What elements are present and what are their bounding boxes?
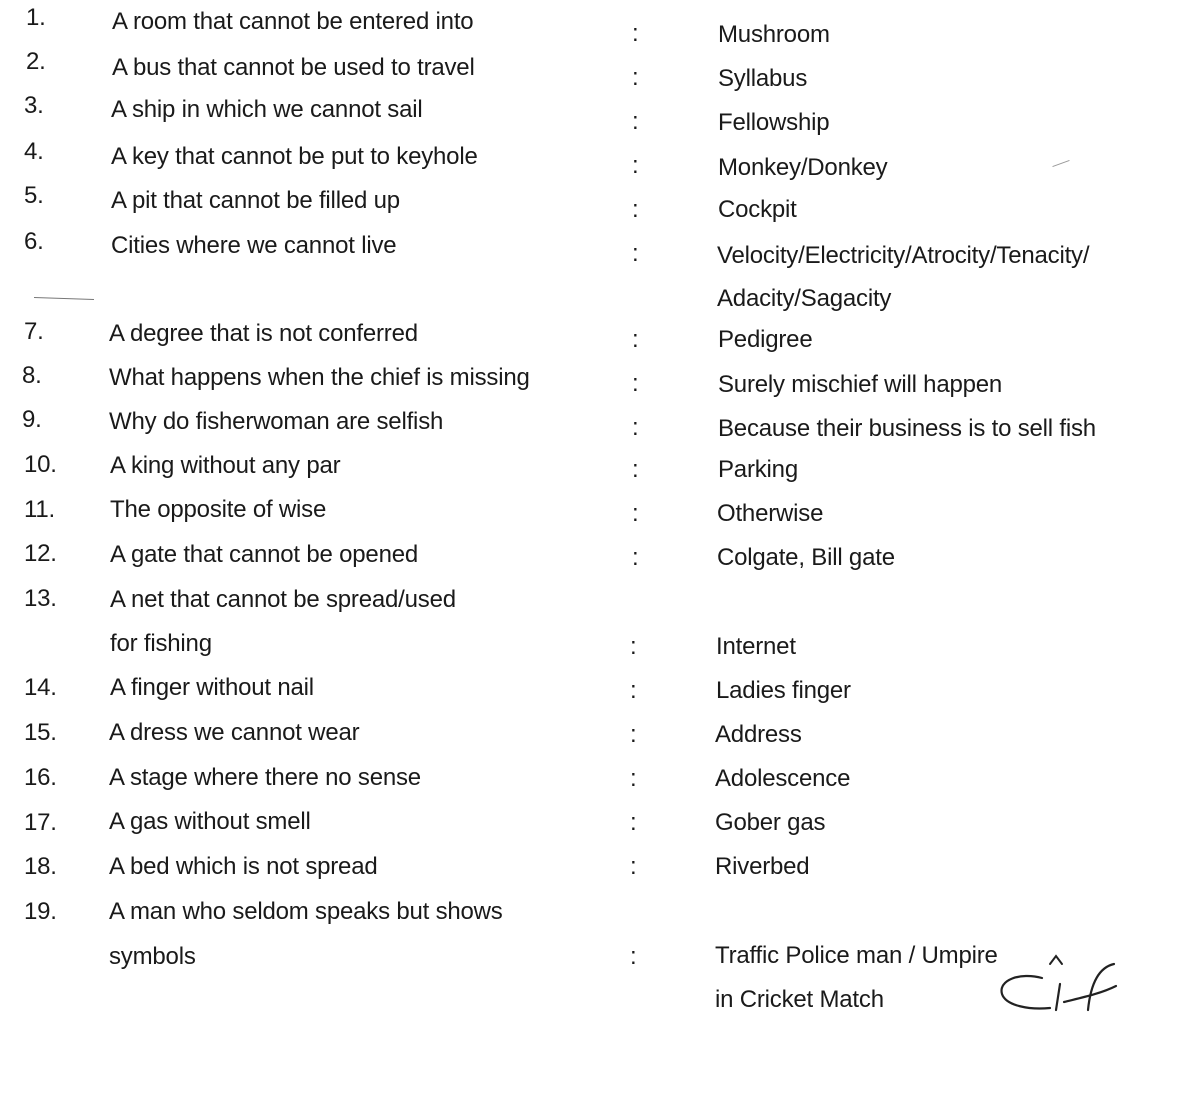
riddle-answer: Pedigree — [718, 326, 813, 353]
item-number: 11. — [24, 496, 55, 523]
separator-colon: : — [630, 633, 637, 660]
riddle-question-continued: for fishing — [110, 630, 212, 657]
item-number: 7. — [24, 318, 44, 345]
item-number: 13. — [24, 585, 57, 612]
item-number: 15. — [24, 719, 57, 746]
riddle-answer: Syllabus — [718, 65, 808, 92]
item-number: 4. — [24, 138, 44, 165]
riddle-question-continued: symbols — [109, 943, 196, 970]
item-number: 19. — [24, 898, 57, 925]
riddle-answer: Parking — [718, 456, 798, 483]
riddle-question: A bus that cannot be used to travel — [112, 54, 475, 81]
separator-colon: : — [630, 677, 637, 704]
riddle-question: What happens when the chief is missing — [109, 364, 530, 391]
riddle-question: A dress we cannot wear — [109, 719, 360, 746]
riddle-question: A pit that cannot be filled up — [111, 187, 400, 214]
riddle-answer: Riverbed — [715, 853, 810, 880]
riddle-question: A stage where there no sense — [109, 764, 421, 791]
riddle-answer: Internet — [716, 633, 796, 660]
riddle-question: Cities where we cannot live — [111, 232, 397, 259]
item-number: 16. — [24, 764, 57, 791]
separator-colon: : — [630, 809, 637, 836]
item-number: 12. — [24, 540, 57, 567]
separator-colon: : — [632, 152, 639, 179]
riddle-question: A bed which is not spread — [109, 853, 378, 880]
item-number: 5. — [24, 182, 44, 209]
riddle-answer: Mushroom — [718, 21, 830, 48]
scan-mark — [34, 297, 94, 300]
separator-colon: : — [632, 64, 639, 91]
signature-mark — [990, 950, 1125, 1020]
riddle-answer: Address — [715, 721, 802, 748]
riddle-answer-continued: in Cricket Match — [715, 986, 884, 1013]
separator-colon: : — [632, 108, 639, 135]
item-number: 14. — [24, 674, 57, 701]
riddle-question: A ship in which we cannot sail — [111, 96, 423, 123]
item-number: 3. — [24, 92, 44, 119]
riddle-answer: Surely mischief will happen — [718, 371, 1003, 398]
riddle-answer: Cockpit — [718, 196, 797, 223]
riddle-answer: Velocity/Electricity/Atrocity/Tenacity/ — [717, 242, 1090, 269]
riddle-answer: Gober gas — [715, 809, 826, 836]
riddle-answer: Monkey/Donkey — [718, 154, 888, 181]
riddle-answer-continued: Adacity/Sagacity — [717, 285, 892, 312]
item-number: 10. — [24, 451, 57, 478]
separator-colon: : — [630, 721, 637, 748]
riddle-question: A man who seldom speaks but shows — [109, 898, 503, 925]
item-number: 18. — [24, 853, 57, 880]
separator-colon: : — [632, 326, 639, 353]
riddle-question: A room that cannot be entered into — [112, 8, 474, 35]
item-number: 9. — [22, 406, 42, 433]
separator-colon: : — [632, 20, 639, 47]
riddle-question: A king without any par — [110, 452, 341, 479]
separator-colon: : — [632, 544, 639, 571]
riddle-question: A net that cannot be spread/used — [110, 586, 456, 613]
riddle-answer: Traffic Police man / Umpire — [715, 942, 998, 969]
riddle-question: The opposite of wise — [110, 496, 327, 523]
item-number: 8. — [22, 362, 42, 389]
separator-colon: : — [632, 500, 639, 527]
riddle-question: A degree that is not conferred — [109, 320, 418, 347]
separator-colon: : — [632, 196, 639, 223]
riddle-answer: Colgate, Bill gate — [717, 544, 895, 571]
riddle-question: A key that cannot be put to keyhole — [111, 143, 478, 170]
riddle-question: A gas without smell — [109, 808, 311, 835]
item-number: 2. — [26, 48, 46, 75]
riddle-answer: Fellowship — [718, 109, 830, 136]
separator-colon: : — [630, 765, 637, 792]
item-number: 1. — [26, 4, 46, 31]
riddle-answer: Ladies finger — [716, 677, 851, 704]
item-number: 17. — [24, 809, 57, 836]
riddle-question: A gate that cannot be opened — [110, 541, 419, 568]
scan-mark — [1052, 160, 1069, 167]
item-number: 6. — [24, 228, 44, 255]
riddle-question: A finger without nail — [110, 674, 314, 701]
riddle-answer: Otherwise — [717, 500, 824, 527]
separator-colon: : — [632, 414, 639, 441]
separator-colon: : — [630, 853, 637, 880]
separator-colon: : — [632, 240, 639, 267]
riddle-answer: Adolescence — [715, 765, 851, 792]
separator-colon: : — [632, 456, 639, 483]
separator-colon: : — [630, 943, 637, 970]
riddle-answer: Because their business is to sell fish — [718, 415, 1096, 442]
separator-colon: : — [632, 370, 639, 397]
riddle-question: Why do fisherwoman are selfish — [109, 408, 444, 435]
